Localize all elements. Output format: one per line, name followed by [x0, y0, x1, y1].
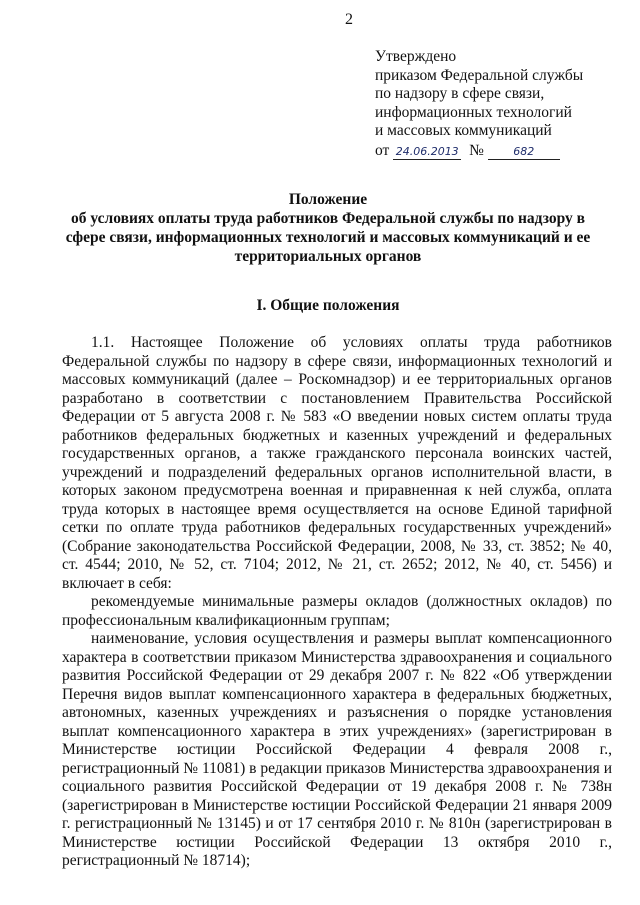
title-line-1: Положение	[288, 191, 368, 208]
title-line-2: об условиях оплаты труда работников Федеральной службы по надзору в сфере связи, информационных технологий и массовых коммуникаций и ее территориальных органов	[65, 210, 591, 265]
paragraph: рекомендуемые минимальные размеры окладов (должностных окладов) по профессиональным квалификационным группам;	[62, 593, 612, 629]
approval-line: по надзору в сфере связи,	[375, 85, 545, 102]
page-number: 2	[345, 11, 353, 28]
approval-line: Утверждено	[375, 48, 457, 65]
section-heading: I. Общие положения	[256, 297, 400, 314]
handwritten-order-number: 682	[488, 145, 560, 160]
paragraph: 1.1. Настоящее Положение об условиях оплаты труда работников Федеральной службы по надзору в сфере связи, информационных технологий и массовых коммуникаций (далее – Роскомнадзор) и ее территориальных органов разработано в соответствии с постановлением Правительства Российской Федерации от 5 августа 2008 г. № 583 «О введении новых систем оплаты труда работников федеральных бюджетных и казенных учреждений и федеральных государственных органов, а также гражданского персонала воинских частей, учреждений и подразделений федеральных органов исполнительной власти, в которых законом предусмотрена военная и приравненная к ней служба, оплата труда которых в настоящее время осуществляется на основе Единой тарифной сетки по оплате труда работников федеральных государственных учреждений» (Собрание законодательства Российской Федерации, 2008, № 33, ст. 3852; № 40, ст. 4544; 2010, № 52, ст. 7104; 2012, № 21, ст. 2652; 2012, № 40, ст. 5456) и включает в себя:	[62, 334, 612, 592]
approval-line: и массовых коммуникаций	[375, 122, 552, 139]
approval-line: приказом Федеральной службы	[375, 66, 584, 84]
document-body	[62, 334, 612, 871]
approval-date-line	[375, 142, 625, 161]
number-prefix: №	[469, 141, 484, 159]
approval-line: информационных технологий	[375, 103, 572, 121]
approval-stamp-block	[375, 48, 625, 160]
date-prefix: от	[375, 141, 390, 159]
paragraph: наименование, условия осуществления и размеры выплат компенсационного характера в соответствии приказом Министерства здравоохранения и социального развития Российской Федерации от 29 декабря 2007 г. № 822 «Об утверждении Перечня видов выплат компенсационного характера в федеральных бюджетных, автономных, казенных учреждениях и разъяснения о порядке установления выплат компенсационного характера в этих учреждениях» (зарегистрирован в Министерстве юстиции Российской Федерации 4 февраля 2008 г., регистрационный № 11081) в редакции приказов Министерства здравоохранения и социального развития Российской Федерации от 19 декабря 2008 г. № 738н (зарегистрирован в Министерстве юстиции Российской Федерации 21 января 2009 г. регистрационный № 13145) и от 17 сентября 2010 г. № 810н (зарегистрирован в Министерстве юстиции Российской Федерации 13 октября 2010 г., регистрационный № 18714);	[62, 630, 612, 869]
handwritten-date: 24.06.2013	[393, 145, 461, 160]
document-title	[60, 190, 596, 266]
